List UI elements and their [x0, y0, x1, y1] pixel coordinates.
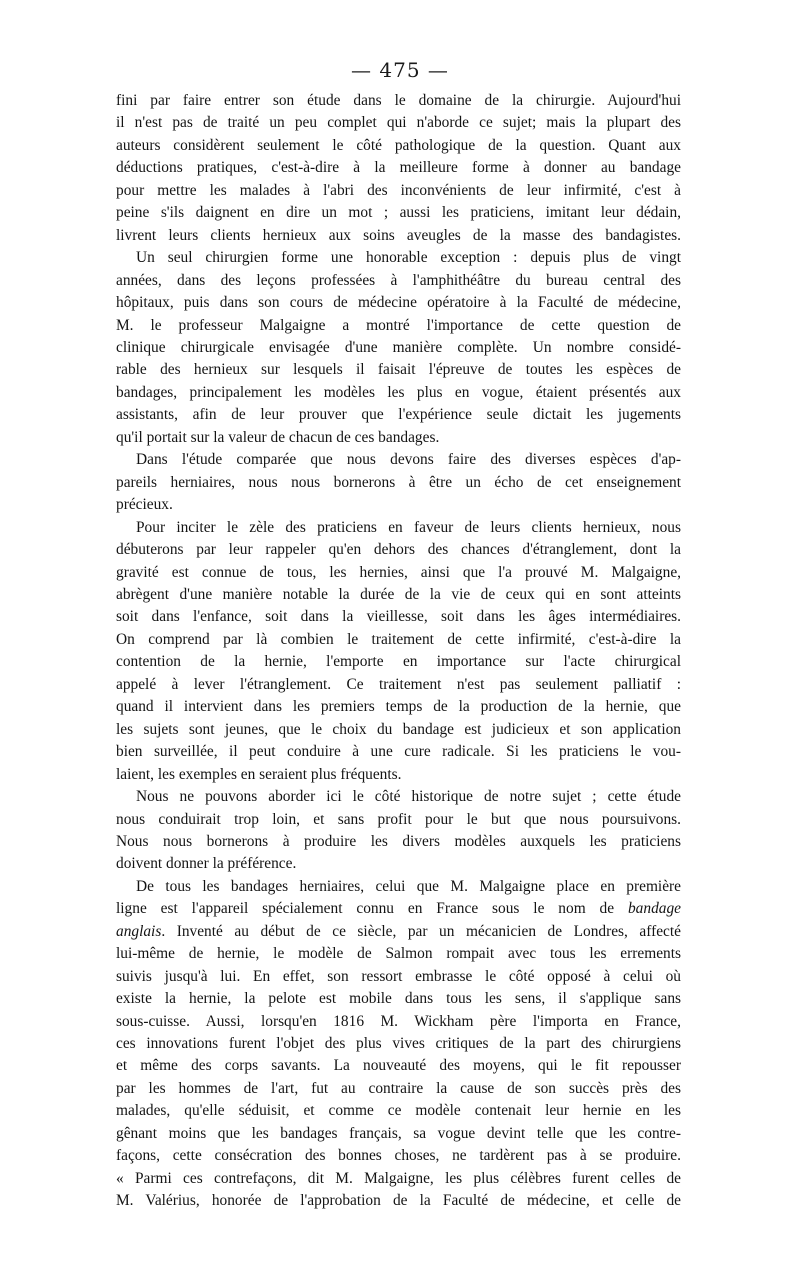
text-line: pareils herniaires, nous nous bornerons à être un écho de cet enseignement: [116, 473, 681, 491]
text-line: abrègent d'une manière notable la durée de la vie de ceux qui en sont atteints: [116, 585, 681, 603]
text-line: déductions pratiques, c'est-à-dire à la meilleure forme à donner au bandage: [116, 159, 681, 177]
text-line-with-italic: anglais. Inventé au début de ce siècle, par un mécanicien de Londres, affecté: [116, 922, 681, 940]
text-line: Dans l'étude comparée que nous devons faire des diverses espèces d'ap-: [136, 451, 681, 469]
text-line: et même des corps savants. La nouveauté des moyens, qui le fit repousser: [116, 1057, 681, 1075]
paragraph: [116, 517, 681, 786]
text-line: existe la hernie, la pelote est mobile dans tous les sens, il s'applique sans: [116, 990, 681, 1008]
text-line: bandages, principalement les modèles les plus en vogue, étaient présentés aux: [116, 383, 681, 401]
text-line: livrent leurs clients hernieux aux soins aveugles de la masse des bandagistes.: [116, 226, 681, 244]
text-line: Nous nous bornerons à produire les divers modèles auxquels les praticiens: [116, 832, 681, 850]
paragraph-continuation: [116, 90, 681, 247]
text-line: années, dans des leçons professées à l'amphithéâtre du bureau central des: [116, 271, 681, 289]
text-line: il n'est pas de traité un peu complet qui n'aborde ce sujet; mais la plupart des: [116, 114, 681, 132]
text-line: contention de la hernie, l'emporte en importance sur l'acte chirurgical: [116, 653, 681, 671]
text-line: De tous les bandages herniaires, celui que M. Malgaigne place en première: [136, 877, 681, 895]
text-line: nous conduirait trop loin, et sans profit pour le but que nous poursuivons.: [116, 810, 681, 828]
paragraph: [116, 449, 681, 516]
text-line: auteurs considèrent seulement le côté pathologique de la question. Quant aux: [116, 136, 681, 154]
text-line: bien surveillée, il peut conduire à une cure radicale. Si les praticiens le vou-: [116, 743, 681, 761]
text-line: façons, cette consécration des bonnes choses, ne tardèrent pas à se produire.: [116, 1147, 681, 1165]
text-line: malades, qu'elle séduisit, et comme ce modèle contenait leur hernie en les: [116, 1102, 681, 1120]
body-text: [116, 90, 681, 1213]
italic-term: anglais: [116, 922, 162, 940]
text-line: lui-même de hernie, le modèle de Salmon rompait avec tous les errements: [116, 945, 681, 963]
text-line: par les hommes de l'art, fut au contraire la cause de son succès près des: [116, 1079, 681, 1097]
text-line: clinique chirurgicale envisagée d'une manière complète. Un nombre considé-: [116, 338, 681, 356]
text-line: M. Valérius, honorée de l'approbation de la Faculté de médecine, et celle de: [116, 1192, 681, 1210]
text-line: Nous ne pouvons aborder ici le côté historique de notre sujet ; cette étude: [136, 788, 681, 806]
paragraph: [116, 876, 681, 1168]
text-line: Un seul chirurgien forme une honorable exception : depuis plus de vingt: [136, 249, 681, 267]
text-line: soit dans l'enfance, soit dans la vieillesse, soit dans les âges intermédiaires.: [116, 608, 681, 626]
text-line: fini par faire entrer son étude dans le domaine de la chirurgie. Aujourd'hui: [116, 92, 681, 109]
text-line: M. le professeur Malgaigne a montré l'importance de cette question de: [116, 316, 681, 334]
text-line: « Parmi ces contrefaçons, dit M. Malgaigne, les plus célèbres furent celles de: [116, 1169, 681, 1187]
text-line: précieux.: [116, 496, 173, 514]
text-line: Pour inciter le zèle des praticiens en faveur de leurs clients hernieux, nous: [136, 518, 681, 536]
text-line: laient, les exemples en seraient plus fréquents.: [116, 765, 402, 783]
paragraph-quotation: [116, 1168, 681, 1213]
text-line: peine s'ils daignent en dire un mot ; aussi les praticiens, imitant leur dédain,: [116, 204, 681, 222]
text-line: assistants, afin de leur prouver que l'expérience seule dictait les jugements: [116, 406, 681, 424]
text-line: gênant moins que les bandages français, sa vogue devint telle que les contre-: [116, 1124, 681, 1142]
page-number: — 475 —: [351, 58, 449, 82]
italic-term: bandage: [627, 900, 681, 918]
text-line: sous-cuisse. Aussi, lorsqu'en 1816 M. Wickham père l'importa en France,: [116, 1012, 681, 1030]
text-line: les sujets sont jeunes, que le choix du bandage est judicieux et son application: [116, 720, 681, 738]
text-line: gravité est connue de tous, les hernies, ainsi que l'a prouvé M. Malgaigne,: [116, 563, 681, 581]
paragraph: [116, 786, 681, 876]
paragraph: [116, 247, 681, 449]
text-line-with-italic: ligne est l'appareil spécialement connu en France sous le nom de bandage: [116, 900, 681, 918]
text-line: suivis jusqu'à lui. En effet, son ressort embrasse le côté opposé à celui où: [116, 967, 681, 985]
text-line: hôpitaux, puis dans son cours de médecine opératoire à la Faculté de médecine,: [116, 294, 681, 312]
text-line: rable des hernieux sur lesquels il faisait l'épreuve de toutes les espèces de: [116, 361, 681, 379]
text-line: On comprend par là combien le traitement de cette infirmité, c'est-à-dire la: [116, 630, 681, 648]
text-line: ces innovations furent l'objet des plus vives critiques de la part des chirurgiens: [116, 1035, 681, 1053]
text-line: débuterons par leur rappeler qu'en dehors des chances d'étranglement, dont la: [116, 541, 681, 559]
text-line: doivent donner la préférence.: [116, 855, 297, 873]
text-line: qu'il portait sur la valeur de chacun de ces bandages.: [116, 428, 440, 446]
text-line: quand il intervient dans les premiers temps de la production de la hernie, que: [116, 698, 681, 716]
text-line: appelé à lever l'étranglement. Ce traitement n'est pas seulement palliatif :: [116, 675, 681, 693]
text-line: pour mettre les malades à l'abri des inconvénients de leur infirmité, c'est à: [116, 181, 681, 199]
